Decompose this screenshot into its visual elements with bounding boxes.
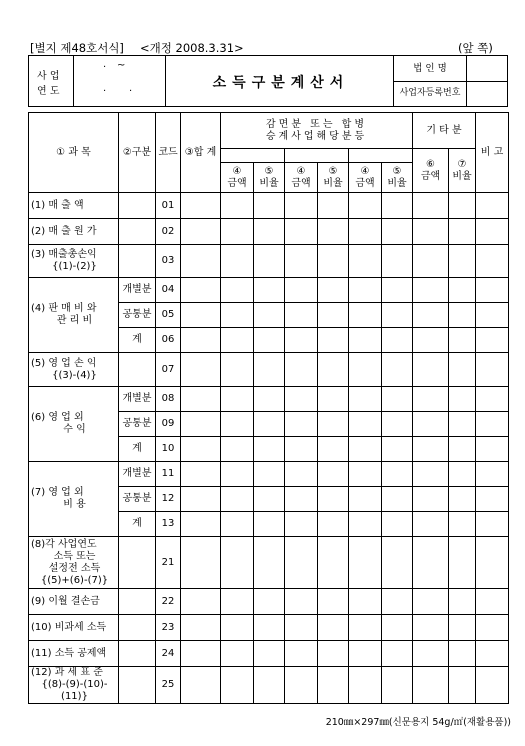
table-row	[29, 462, 509, 487]
row-label: (6) 영 업 외 수 익	[29, 387, 119, 462]
table-row	[29, 387, 509, 412]
other-ratio-header: ⑦ 비율	[449, 149, 476, 193]
row-label: (7) 영 업 외 비 용	[29, 462, 119, 537]
row-code: 06	[156, 328, 181, 353]
col-subject-header: ① 과 목	[29, 113, 119, 193]
ratio-header: ⑤ 비율	[318, 163, 349, 193]
col-remark-header: 비 고	[476, 113, 509, 193]
biz-no-field[interactable]	[465, 82, 507, 106]
page-side: (앞 쪽)	[458, 41, 493, 55]
row-code: 03	[156, 245, 181, 278]
form-number: [별지 제48호서식]	[30, 41, 124, 55]
ratio-header: ⑤ 비율	[382, 163, 413, 193]
table-row	[29, 245, 509, 278]
row-code: 13	[156, 512, 181, 537]
paper-spec-footer: 210㎜×297㎜(신문용지 54g/㎡(재활용품))	[325, 717, 511, 728]
year-dot: ·	[103, 86, 107, 97]
exempt-header-line2: 승계사업해당분등	[265, 130, 368, 142]
ratio-header: ⑤ 비율	[254, 163, 285, 193]
year-dot: ·	[103, 62, 107, 73]
row-label: (8)각 사업연도 소득 또는 설정전 소득 {(5)+(6)-(7)}	[29, 537, 119, 589]
year-dot: ·	[129, 86, 133, 97]
row-code: 21	[156, 537, 181, 589]
row-type: 개별분	[119, 387, 156, 412]
row-code: 10	[156, 437, 181, 462]
row-type: 계	[119, 328, 156, 353]
row-type: 공통분	[119, 487, 156, 512]
amount-header: ④ 금액	[285, 163, 318, 193]
row-code: 25	[156, 667, 181, 704]
corp-name-field[interactable]	[465, 56, 507, 81]
row-label: (3) 매출총손익 {(1)-(2)}	[29, 245, 119, 278]
table-row	[29, 615, 509, 641]
year-label-2: 연 도	[37, 86, 60, 97]
row-label: (1) 매 출 액	[29, 193, 119, 219]
row-label: (2) 매 출 원 가	[29, 219, 119, 245]
year-range-mark: ~	[117, 60, 126, 71]
col-type-header: ②구분	[119, 113, 156, 193]
table-row	[29, 589, 509, 615]
table-row	[29, 537, 509, 589]
exempt-header-line1: 감면분 또는 합병	[266, 118, 367, 130]
exempt-group-1	[221, 149, 285, 163]
row-code: 04	[156, 278, 181, 303]
row-label: (9) 이월 결손금	[29, 589, 119, 615]
row-type: 공통분	[119, 303, 156, 328]
biz-no-label: 사업자등록번호	[399, 88, 461, 98]
corp-label-column	[393, 56, 467, 106]
exempt-group-3	[349, 149, 413, 163]
row-code: 23	[156, 615, 181, 641]
row-code: 22	[156, 589, 181, 615]
year-value-cell[interactable]	[73, 56, 166, 106]
table-row	[29, 667, 509, 704]
row-code: 24	[156, 641, 181, 667]
row-code: 02	[156, 219, 181, 245]
row-label: (5) 영 업 손 익 {(3)-(4)}	[29, 353, 119, 387]
row-code: 11	[156, 462, 181, 487]
row-code: 12	[156, 487, 181, 512]
row-type: 개별분	[119, 278, 156, 303]
table-row	[29, 641, 509, 667]
amount-header: ④ 금액	[349, 163, 382, 193]
row-type: 공통분	[119, 412, 156, 437]
row-code: 01	[156, 193, 181, 219]
table-row	[29, 193, 509, 219]
amount-header: ④ 금액	[221, 163, 254, 193]
year-label-1: 사 업	[37, 71, 60, 82]
row-code: 09	[156, 412, 181, 437]
col-total-header: ③합 계	[181, 113, 221, 193]
col-exempt-header	[221, 113, 413, 149]
row-label: (4) 판 매 비 와 관 리 비	[29, 278, 119, 353]
income-classification-table	[28, 112, 509, 704]
row-code: 05	[156, 303, 181, 328]
table-row	[29, 353, 509, 387]
form-title: 소득구분계산서	[212, 75, 350, 91]
row-type: 계	[119, 512, 156, 537]
top-info-box	[28, 55, 508, 107]
exempt-group-2	[285, 149, 349, 163]
col-other-header: 기 타 분	[413, 113, 476, 149]
row-label: (12) 과 세 표 준 {(8)-(9)-(10)-(11)}	[29, 667, 119, 704]
row-label: (11) 소득 공제액	[29, 641, 119, 667]
revision-date: <개정 2008.3.31>	[140, 41, 244, 55]
corp-name-label: 법 인 명	[394, 56, 466, 82]
col-code-header: 코드	[156, 113, 181, 193]
table-row	[29, 219, 509, 245]
table-row	[29, 278, 509, 303]
row-type: 개별분	[119, 462, 156, 487]
other-amount-header: ⑥ 금액	[413, 149, 449, 193]
row-code: 07	[156, 353, 181, 387]
row-label: (10) 비과세 소득	[29, 615, 119, 641]
row-type: 계	[119, 437, 156, 462]
year-label-cell	[29, 56, 74, 106]
row-code: 08	[156, 387, 181, 412]
